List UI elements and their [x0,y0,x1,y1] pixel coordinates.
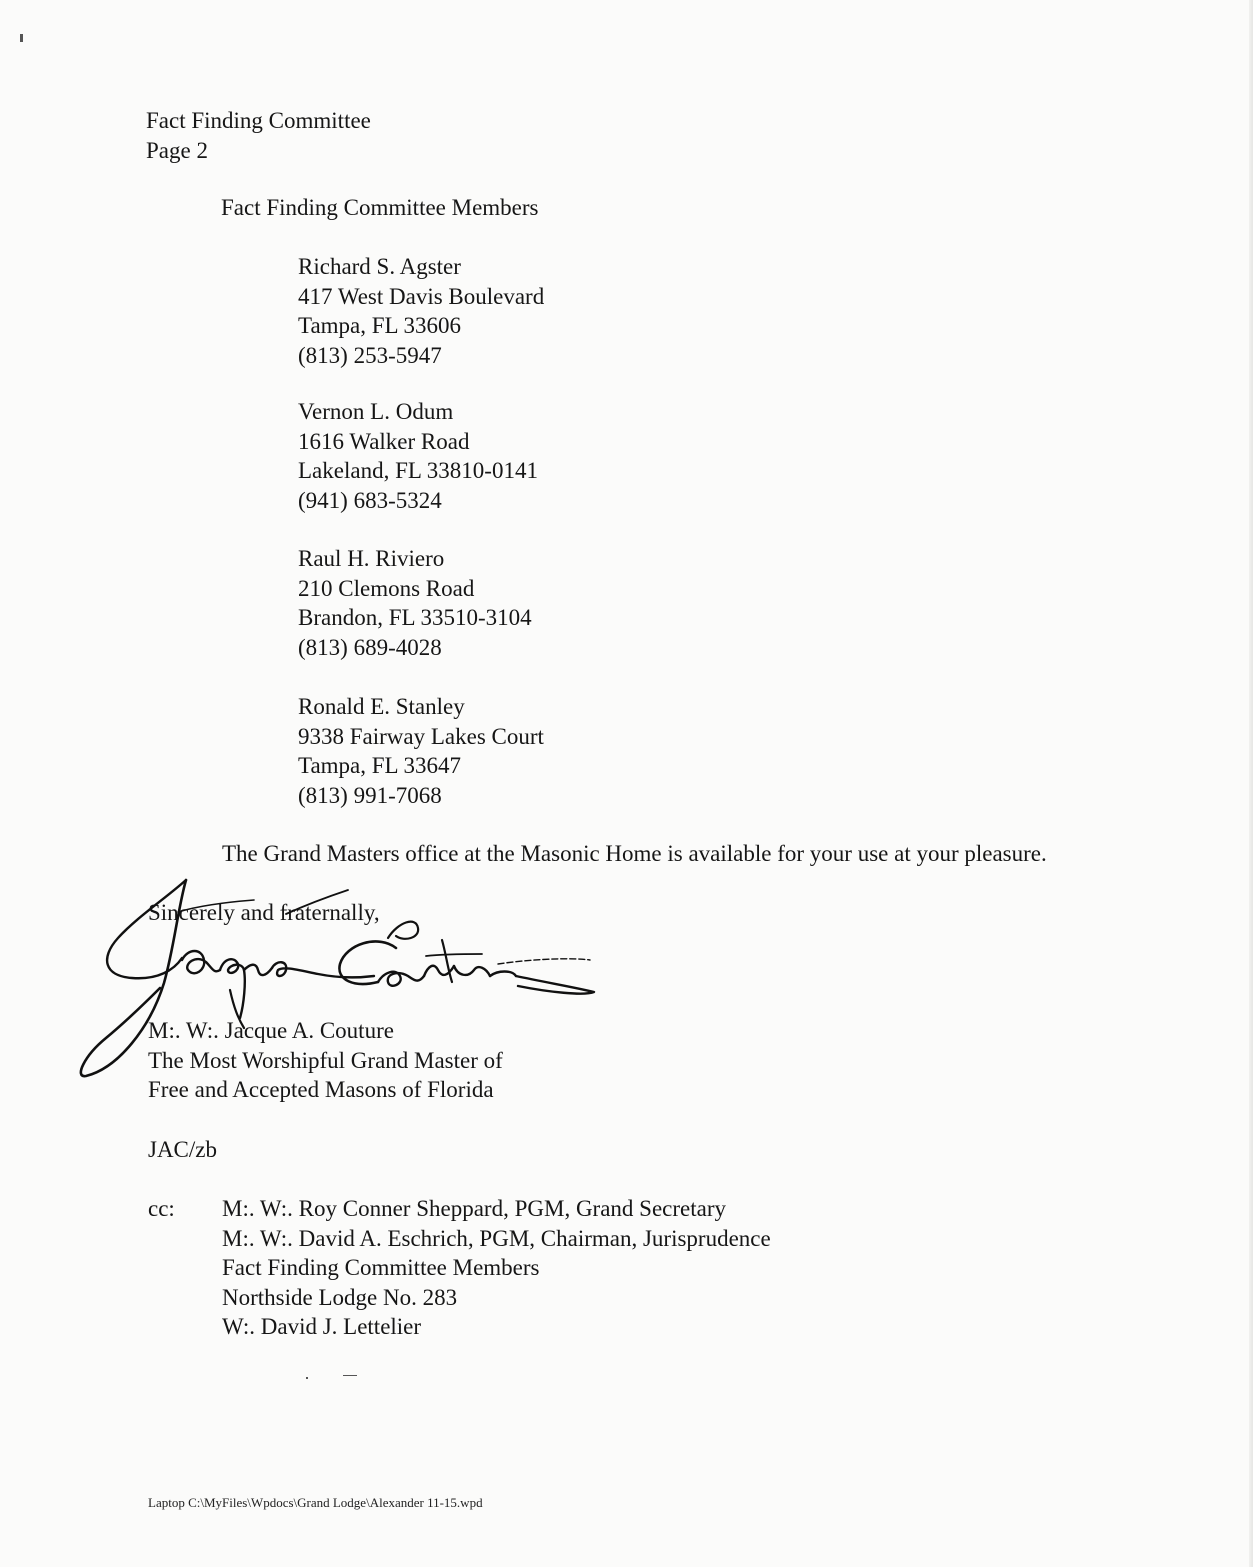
page-header [146,106,371,165]
member-block [298,397,538,515]
member-city: Tampa, FL 33647 [298,753,461,778]
member-city: Tampa, FL 33606 [298,313,461,338]
typist-initials: JAC/zb [148,1137,217,1162]
scan-speck [20,34,23,42]
members-heading: Fact Finding Committee Members [221,195,539,220]
signer-title: The Most Worshipful Grand Master of [148,1047,503,1073]
signer-name: M:. W:. Jacque A. Couture [148,1018,394,1043]
cc-recipient: W:. David J. Lettelier [222,1314,422,1339]
signer-organization: Free and Accepted Masons of Florida [148,1077,494,1102]
member-phone: (813) 991-7068 [298,782,442,808]
member-name: Ronald E. Stanley [298,694,465,719]
page-edge [1249,0,1253,1567]
member-phone: (941) 683-5324 [298,487,442,513]
member-address: 9338 Fairway Lakes Court [298,723,544,749]
member-city: Lakeland, FL 33810-0141 [298,458,538,483]
member-address: 1616 Walker Road [298,428,470,454]
cc-recipient: Fact Finding Committee Members [222,1255,540,1280]
member-name: Vernon L. Odum [298,399,454,424]
member-city: Brandon, FL 33510-3104 [298,605,532,630]
member-phone: (813) 253-5947 [298,342,442,368]
cc-recipient: Northside Lodge No. 283 [222,1284,458,1310]
member-address: 417 West Davis Boulevard [298,283,545,309]
cc-list [222,1194,771,1342]
member-name: Raul H. Riviero [298,546,445,571]
member-address: 210 Clemons Road [298,575,475,601]
header-title: Fact Finding Committee [146,108,371,133]
closing-line: Sincerely and fraternally, [148,900,380,925]
body-paragraph: The Grand Masters office at the Masonic Home is available for your use at your pleasure. [222,841,1047,866]
cc-recipient: M:. W:. Roy Conner Sheppard, PGM, Grand Secretary [222,1196,727,1221]
member-block [298,692,544,810]
member-name: Richard S. Agster [298,254,461,279]
member-block [298,252,544,370]
header-page-number: Page 2 [146,137,208,163]
file-path-footer: Laptop C:\MyFiles\Wpdocs\Grand Lodge\Alexander 11-15.wpd [148,1495,483,1510]
member-phone: (813) 689-4028 [298,634,442,660]
cc-recipient: M:. W:. David A. Eschrich, PGM, Chairman, Jurisprudence [222,1225,771,1251]
signer-block [148,1016,503,1105]
scan-speck [306,1377,308,1379]
scan-dash [343,1375,357,1376]
cc-label: cc: [148,1196,175,1221]
member-block [298,544,532,662]
